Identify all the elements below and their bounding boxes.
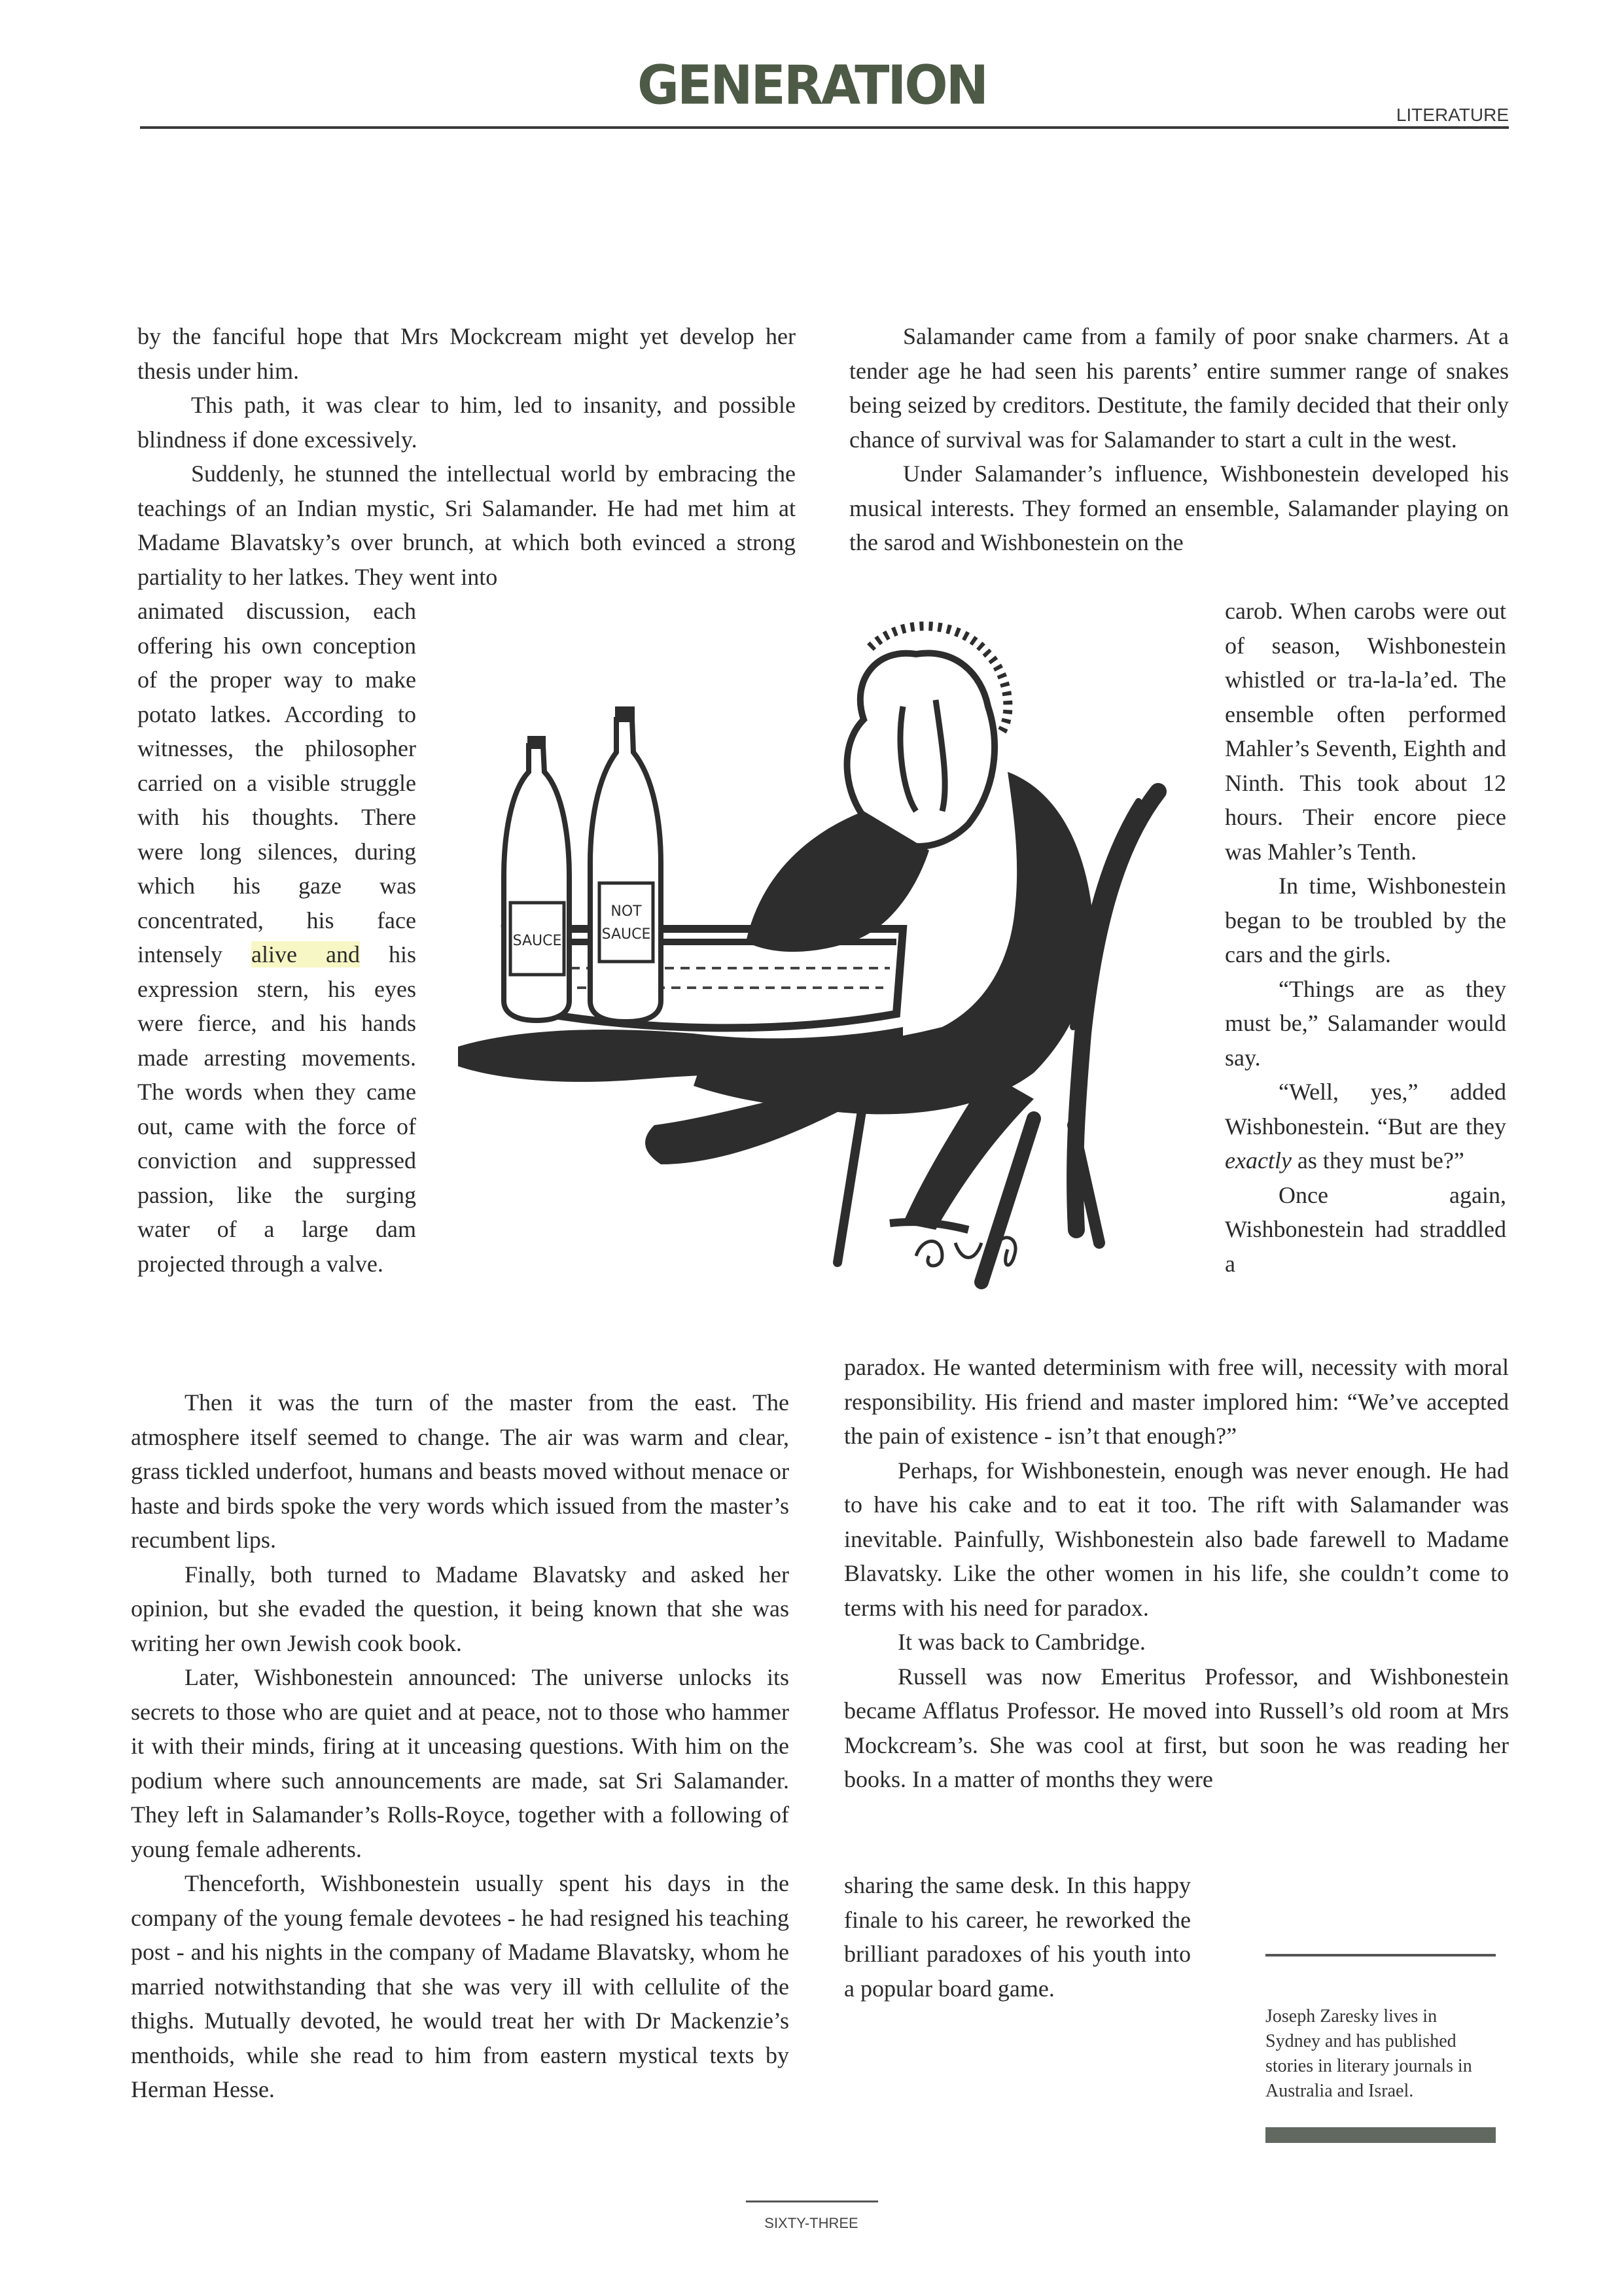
- paragraph-continued: paradox. He wanted determinism with free will, necessity with moral responsibility. His friend and master implored him: “We’ve accepted the pain of existence - isn’t that enough?”: [844, 1354, 1509, 1449]
- bottle-left: [504, 736, 569, 1020]
- paragraph: Later, Wishbonestein announced: The universe unlocks its secrets to those who are quiet and at peace, not to those who hammer it with their minds, firing at it unceasing questions. With him on the podium where such announcements are made, sat Sri Salamander. They left in Salamander’s Rolls-Royce, together with a following of young female adherents.: [131, 1664, 789, 1862]
- section-label: LITERATURE: [1396, 105, 1509, 125]
- paragraph: Perhaps, for Wishbonestein, enough was never enough. He had to have his cake and to eat it too. The rift with Salamander was inevitable. Painfully, Wishbonestein also bade farewell to Madame Blavatsky. Like the other women in his life, she couldn’t come to terms with his need for paradox.: [844, 1457, 1509, 1621]
- bottle-right-label-1: NOT: [610, 903, 642, 920]
- folio-rule: [746, 2200, 878, 2202]
- masthead: GENERATION: [637, 54, 987, 117]
- illustration: [445, 576, 1230, 1315]
- paragraph-continued: [137, 594, 416, 1281]
- paragraph: Once again, Wishbonestein had straddled a: [1225, 1181, 1506, 1277]
- bottle-right-label-2: SAUCE: [601, 926, 651, 943]
- text-run: as they must be?”: [1297, 1147, 1464, 1174]
- right-column-bottom: [844, 1350, 1509, 1797]
- bio-rule-bottom: [1265, 2127, 1496, 2143]
- paragraph: In time, Wishbonestein began to be troubled by the cars and the girls.: [1225, 873, 1506, 967]
- right-column-final: [844, 1868, 1191, 2006]
- paragraph: Thenceforth, Wishbonestein usually spent his days in the company of the young female devotees - he had resigned his teaching post - and his nights in the company of Madame Blavatsky, whom he married notwithstanding that she was very ill with cellulite of the thighs. Mutually devoted, he would treat her with Dr Mackenzie’s menthoids, while she read to him from eastern mystical texts by Herman Hesse.: [131, 1870, 789, 2102]
- left-column-top: [137, 319, 796, 594]
- author-bio: Joseph Zaresky lives in Sydney and has published stories in literary journals in Australia and Israel.: [1265, 2006, 1472, 2101]
- right-column-top: [849, 319, 1509, 560]
- header-rule: [140, 126, 1509, 129]
- paragraph: by the fanciful hope that Mrs Mockcream might yet develop her thesis under him.: [137, 323, 796, 384]
- italic-text: exactly: [1225, 1147, 1292, 1174]
- paragraph: Under Salamander’s influence, Wishbonestein developed his musical interests. They formed an ensemble, Salamander playing on the sarod and Wishbonestein on the: [849, 461, 1509, 555]
- left-column-wrap: [137, 594, 416, 1281]
- paragraph: Finally, both turned to Madame Blavatsky and asked her opinion, but she evaded the question, it being known that she was writing her own Jewish cook book.: [131, 1561, 789, 1656]
- right-column-wrap: [1225, 594, 1506, 1281]
- page-number: SIXTY-THREE: [764, 2215, 858, 2231]
- text-run: “Well, yes,” added Wishbonestein. “But are they: [1225, 1079, 1506, 1139]
- paragraph: Then it was the turn of the master from the east. The atmosphere itself seemed to change. The air was warm and clear, grass tickled underfoot, humans and beasts moved without menace or haste and birds spoke the very words which issued from the master’s recumbent lips.: [131, 1389, 789, 1553]
- bottle-right: [590, 706, 661, 1022]
- bottle-left-label: SAUCE: [512, 933, 562, 949]
- highlighted-text: alive and: [251, 941, 360, 967]
- paragraph: This path, it was clear to him, led to insanity, and possible blindness if done excessively.: [137, 392, 796, 453]
- paragraph: Russell was now Emeritus Professor, and Wishbonestein became Afflatus Professor. He moved into Russell’s old room at Mrs Mockcream’s. She was cool at first, but soon he was reading her books. In a matter of months they were: [844, 1663, 1509, 1792]
- artist-signature: [916, 1238, 1015, 1266]
- paragraph: Salamander came from a family of poor snake charmers. At a tender age he had seen his parents’ entire summer range of snakes being seized by creditors. Destitute, the family decided that their only chance of survival was for Salamander to start a cult in the west.: [849, 323, 1509, 453]
- bio-rule-top: [1265, 1954, 1496, 1957]
- paragraph: It was back to Cambridge.: [898, 1629, 1146, 1655]
- left-column-bottom: [131, 1385, 789, 2107]
- paragraph-continued: sharing the same desk. In this happy finale to his career, he reworked the brilliant paradoxes of his youth into a popular board game.: [844, 1872, 1191, 2002]
- text-run: his expression stern, his eyes were fierce, and his hands made arresting movements. The words when they came out, came with the force of conviction and suppressed passion, like the surging water of a large dam projected through a valve.: [137, 941, 416, 1277]
- paragraph: [1225, 1075, 1506, 1178]
- paragraph: “Things are as they must be,” Salamander would say.: [1225, 975, 1506, 1071]
- paragraph: Suddenly, he stunned the intellectual world by embracing the teachings of an Indian mystic, Sri Salamander. He had met him at Madame Blavatsky’s over brunch, at which both evinced a strong partiality to her latkes. They went into: [137, 461, 796, 590]
- paragraph-continued: carob. When carobs were out of season, Wishbonestein whistled or tra-la-la’ed. The ensemble often performed Mahler’s Seventh, Eighth and Ninth. This took about 12 hours. Their encore piece was Mahler’s Tenth.: [1225, 598, 1506, 865]
- text-run: animated discussion, each offering his own conception of the proper way to make potato latkes. According to witnesses, the philosopher carried on a visible struggle with his thoughts. There were long silences, during which his gaze was concentrated, his face intensely: [137, 598, 416, 967]
